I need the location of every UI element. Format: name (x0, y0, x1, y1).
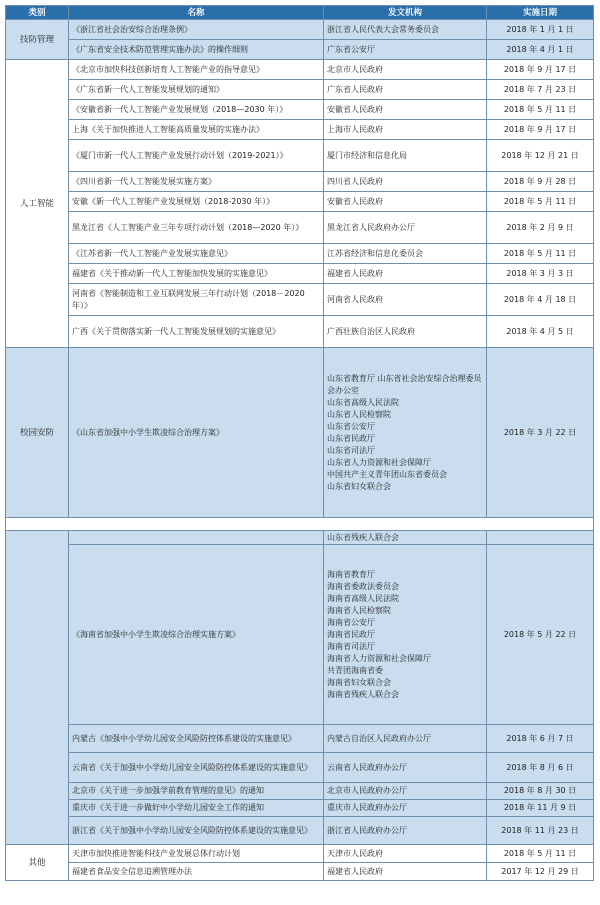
agency-line: 海南省民政厅 (327, 629, 375, 639)
category-cell: 校园安防 (6, 348, 69, 518)
date-cell: 2018 年 7 月 23 日 (487, 80, 594, 100)
agency-cell: 厦门市经济和信息化局 (324, 140, 487, 172)
name-cell: 上海《关于加快推进人工智能高质量发展的实施办法》 (69, 120, 324, 140)
date-cell: 2018 年 12 月 21 日 (487, 140, 594, 172)
agency-cell: 浙江省人民政府办公厅 (324, 817, 487, 845)
agency-line: 海南省人民检察院 (327, 605, 391, 615)
agency-cell: 山东省残疾人联合会 (324, 531, 487, 545)
agency-cell (324, 348, 487, 518)
agency-cell: 云南省人民政府办公厅 (324, 753, 487, 783)
policy-table (5, 5, 594, 881)
agency-cell: 重庆市人民政府办公厅 (324, 800, 487, 817)
table-header-row (6, 6, 594, 20)
date-cell: 2018 年 11 月 9 日 (487, 800, 594, 817)
name-cell: 北京市《关于进一步加强学前教育管理的意见》的通知 (69, 783, 324, 800)
agency-cell: 广东省公安厅 (324, 40, 487, 60)
agency-cell: 浙江省人民代表大会常务委员会 (324, 20, 487, 40)
header-name: 名称 (69, 6, 324, 20)
table-row (6, 60, 594, 80)
table-row (6, 264, 594, 284)
date-cell: 2018 年 9 月 17 日 (487, 60, 594, 80)
table-row (6, 172, 594, 192)
name-cell (69, 531, 324, 545)
agency-cell: 河南省人民政府 (324, 284, 487, 316)
date-cell: 2018 年 11 月 23 日 (487, 817, 594, 845)
agency-cell: 福建省人民政府 (324, 863, 487, 881)
name-cell: 《浙江省社会治安综合治理条例》 (69, 20, 324, 40)
date-cell: 2018 年 5 月 11 日 (487, 100, 594, 120)
table-row (6, 348, 594, 518)
name-cell: 《厦门市新一代人工智能产业发展行动计划（2019-2021）》 (69, 140, 324, 172)
page-break-gap (6, 518, 594, 531)
table-row (6, 284, 594, 316)
table-row (6, 545, 594, 725)
table-row (6, 20, 594, 40)
date-cell: 2018 年 5 月 11 日 (487, 845, 594, 863)
table-row (6, 783, 594, 800)
date-cell: 2017 年 12 月 29 日 (487, 863, 594, 881)
agency-line: 山东省人民检察院 (327, 409, 391, 419)
agency-cell: 广东省人民政府 (324, 80, 487, 100)
agency-line: 海南省公安厅 (327, 617, 375, 627)
date-cell: 2018 年 8 月 6 日 (487, 753, 594, 783)
table-row (6, 753, 594, 783)
agency-line: 中国共产主义青年团山东省委员会 (327, 469, 447, 479)
agency-line: 山东省妇女联合会 (327, 481, 391, 491)
category-cell (6, 531, 69, 845)
date-cell: 2018 年 9 月 28 日 (487, 172, 594, 192)
table-row (6, 725, 594, 753)
name-cell: 《山东省加强中小学生欺凌综合治理方案》 (69, 348, 324, 518)
name-cell: 内蒙古《加强中小学幼儿园安全风险防控体系建设的实施意见》 (69, 725, 324, 753)
date-cell: 2018 年 2 月 9 日 (487, 212, 594, 244)
agency-cell (324, 545, 487, 725)
date-cell: 2018 年 6 月 7 日 (487, 725, 594, 753)
category-cell: 技防管理 (6, 20, 69, 60)
table-row (6, 531, 594, 545)
date-cell: 2018 年 4 月 18 日 (487, 284, 594, 316)
agency-line: 海南省人力资源和社会保障厅 (327, 653, 431, 663)
category-cell: 人工智能 (6, 60, 69, 348)
name-cell: 福建省《关于推动新一代人工智能加快发展的实施意见》 (69, 264, 324, 284)
name-cell: 河南省《智能制造和工业互联网发展三年行动计划（2018－2020 年）》 (69, 284, 324, 316)
agency-cell: 上海市人民政府 (324, 120, 487, 140)
table-row (6, 80, 594, 100)
table-row (6, 244, 594, 264)
name-cell: 《广东省安全技术防范管理实施办法》的操作细则 (69, 40, 324, 60)
agency-line: 海南省高级人民法院 (327, 593, 399, 603)
agency-cell: 内蒙古自治区人民政府办公厅 (324, 725, 487, 753)
name-cell: 《广东省新一代人工智能发展规划的通知》 (69, 80, 324, 100)
table-row (6, 845, 594, 863)
agency-line: 共青团海南省委 (327, 665, 383, 675)
name-cell: 《江苏省新一代人工智能产业发展实施意见》 (69, 244, 324, 264)
agency-cell: 安徽省人民政府 (324, 192, 487, 212)
agency-cell: 天津市人民政府 (324, 845, 487, 863)
agency-line: 海南省残疾人联合会 (327, 689, 399, 699)
name-cell: 重庆市《关于进一步做好中小学幼儿园安全工作的通知 (69, 800, 324, 817)
agency-line: 海南省妇女联合会 (327, 677, 391, 687)
table-row (6, 316, 594, 348)
date-cell: 2018 年 5 月 11 日 (487, 244, 594, 264)
table-row (6, 40, 594, 60)
date-cell: 2018 年 3 月 3 日 (487, 264, 594, 284)
agency-cell: 四川省人民政府 (324, 172, 487, 192)
table-row (6, 120, 594, 140)
agency-cell: 江苏省经济和信息化委员会 (324, 244, 487, 264)
date-cell: 2018 年 1 月 1 日 (487, 20, 594, 40)
agency-cell: 广西壮族自治区人民政府 (324, 316, 487, 348)
agency-cell: 福建省人民政府 (324, 264, 487, 284)
agency-line: 山东省高级人民法院 (327, 397, 399, 407)
header-agency: 发文机构 (324, 6, 487, 20)
name-cell: 福建省食品安全信息追溯管理办法 (69, 863, 324, 881)
name-cell: 《海南省加强中小学生欺凌综合治理实施方案》 (69, 545, 324, 725)
name-cell: 天津市加快推进智能科技产业发展总体行动计划 (69, 845, 324, 863)
agency-line: 海南省委政法委员会 (327, 581, 399, 591)
name-cell: 浙江省《关于加强中小学幼儿园安全风险防控体系建设的实施意见》 (69, 817, 324, 845)
agency-line: 山东省司法厅 (327, 445, 375, 455)
table-row (6, 817, 594, 845)
date-cell: 2018 年 5 月 22 日 (487, 545, 594, 725)
agency-cell: 北京市人民政府办公厅 (324, 783, 487, 800)
table-row (6, 140, 594, 172)
date-cell: 2018 年 5 月 11 日 (487, 192, 594, 212)
table-row (6, 863, 594, 881)
agency-cell: 安徽省人民政府 (324, 100, 487, 120)
agency-cell: 黑龙江省人民政府办公厅 (324, 212, 487, 244)
date-cell: 2018 年 3 月 22 日 (487, 348, 594, 518)
agency-line: 山东省公安厅 (327, 421, 375, 431)
name-cell: 广西《关于贯彻落实新一代人工智能发展规划的实施意见》 (69, 316, 324, 348)
agency-line: 山东省教育厅 山东省社会治安综合治理委员会办公室 (327, 373, 482, 395)
agency-line: 海南省司法厅 (327, 641, 375, 651)
category-cell: 其他 (6, 845, 69, 881)
date-cell: 2018 年 4 月 1 日 (487, 40, 594, 60)
table-row (6, 100, 594, 120)
date-cell: 2018 年 4 月 5 日 (487, 316, 594, 348)
name-cell: 《四川省新一代人工智能发展实施方案》 (69, 172, 324, 192)
date-cell (487, 531, 594, 545)
agency-line: 山东省民政厅 (327, 433, 375, 443)
name-cell: 安徽《新一代人工智能产业发展规划（2018-2030 年）》 (69, 192, 324, 212)
header-date: 实施日期 (487, 6, 594, 20)
date-cell: 2018 年 8 月 30 日 (487, 783, 594, 800)
table-row (6, 212, 594, 244)
name-cell: 云南省《关于加强中小学幼儿园安全风险防控体系建设的实施意见》 (69, 753, 324, 783)
date-cell: 2018 年 9 月 17 日 (487, 120, 594, 140)
header-category: 类别 (6, 6, 69, 20)
table-row (6, 192, 594, 212)
agency-cell: 北京市人民政府 (324, 60, 487, 80)
agency-line: 海南省教育厅 (327, 569, 375, 579)
table-row (6, 800, 594, 817)
agency-line: 山东省人力资源和社会保障厅 (327, 457, 431, 467)
name-cell: 黑龙江省《人工智能产业三年专项行动计划（2018—2020 年）》 (69, 212, 324, 244)
name-cell: 《安徽省新一代人工智能产业发展规划（2018—2030 年）》 (69, 100, 324, 120)
name-cell: 《北京市加快科技创新培育人工智能产业的指导意见》 (69, 60, 324, 80)
